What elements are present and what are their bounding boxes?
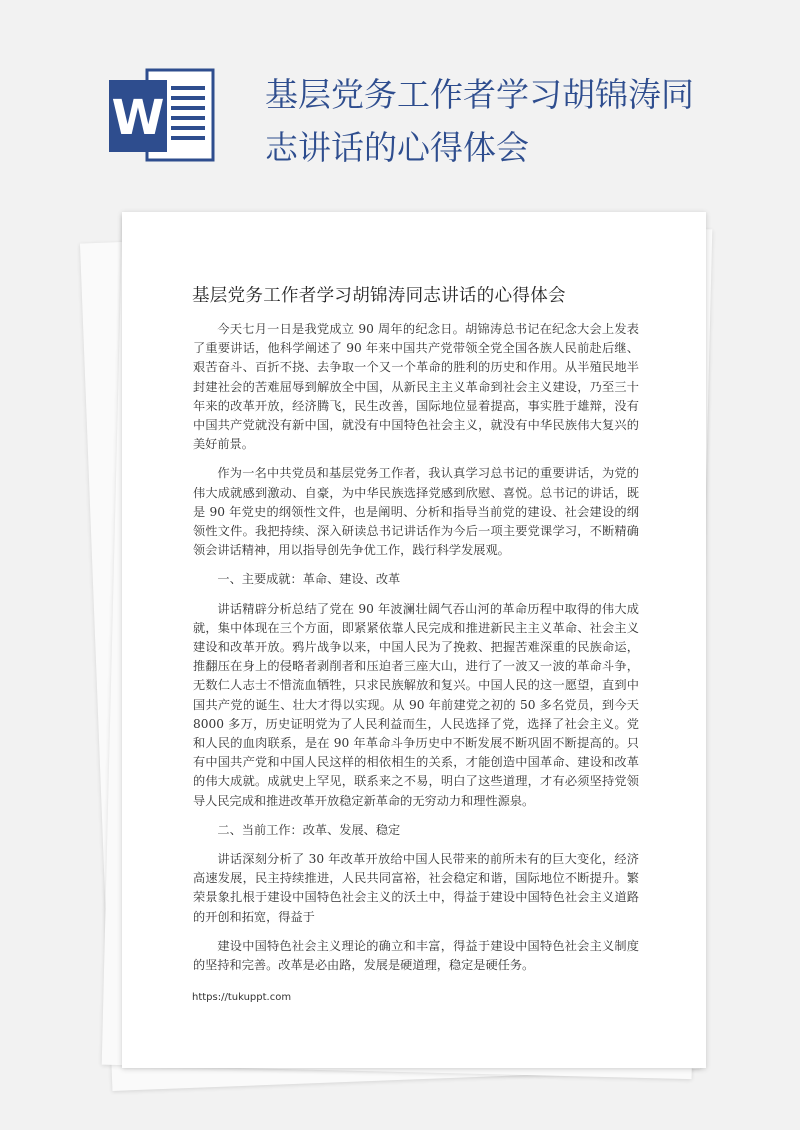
word-document-icon — [107, 66, 217, 164]
section-heading-1: 一、主要成就：革命、建设、改革 — [217, 572, 401, 587]
document-body — [193, 320, 639, 985]
paragraph-3: 讲话精辟分析总结了党在 90 年波澜壮阔气吞山河的革命历程中取得的伟大成就，集中体现在三个方面，即紧紧依靠人民完成和推进新民主主义革命、社会主义建设和改革开放。鸦片战争以来，中国人民为了挽救、把握苦难深重的民族命运，推翻压在身上的侵略者剥削者和压迫者三座大山，进行了一波又一波的革命斗争，无数仁人志士不惜流血牺牲，只求民族解放和复兴。中国人民的这一愿望，直到中国共产党的诞生、壮大才得以实现。从 90 年前建党之初的 50 多名党员，到今天 8000 多万，历史证明党为了人民利益而生，人民选择了党，选择了社会主义。党和人民的血肉联系，是在 90 年革命斗争历史中不断发展不断巩固不断提高的。只有中国共产党和中国人民这样的相依相生的关系，才能创造中国革命、建设和改革的伟大成就。成就史上罕见，联系来之不易，明白了这些道理，才有必须坚持党领导人民完成和推进改革开放稳定新革命的无穷动力和理性源泉。 — [193, 601, 639, 808]
paragraph-1: 今天七月一日是我党成立 90 周年的纪念日。胡锦涛总书记在纪念大会上发表了重要讲话，他科学阐述了 90 年来中国共产党带领全党全国各族人民前赴后继、艰苦奋斗、百折不挠、去争取一个又一个革命的胜利的历史和作用。从半殖民地半封建社会的苦难屈辱到解放全中国，从新民主主义革命到社会主义建设，乃至三十年来的改革开放，经济腾飞，民生改善，国际地位显着提高，事实胜于雄辩，没有中国共产党就没有新中国，就没有中国特色社会主义，就没有中华民族伟大复兴的美好前景。 — [193, 322, 639, 452]
paragraph-4: 讲话深刻分析了 30 年改革开放给中国人民带来的前所未有的巨大变化，经济高速发展，民主持续推进，人民共同富裕，社会稳定和谐，国际地位不断提升。繁荣景象扎根于建设中国特色社会主义的沃土中，得益于建设中国特色社会主义道路的开创和拓宽，得益于 — [193, 852, 639, 924]
word-icon-letter: W — [111, 90, 165, 146]
footer-link[interactable]: https://tukuppt.com — [192, 992, 292, 1003]
document-title: 基层党务工作者学习胡锦涛同志讲话的心得体会 — [192, 286, 566, 306]
document-page — [122, 212, 706, 1068]
section-heading-2: 二、当前工作：改革、发展、稳定 — [217, 822, 401, 837]
header-banner — [0, 0, 800, 215]
page-title: 基层党务工作者学习胡锦涛同志讲话的心得体会 — [265, 75, 694, 167]
paragraph-2: 作为一名中共党员和基层党务工作者，我认真学习总书记的重要讲话，为党的伟大成就感到激动、自豪，为中华民族选择党感到欣慰、喜悦。总书记的讲话，既是 90 年党史的纲领性文件，也是阐明、分析和指导当前党的建设、社会建设的纲领性文件。我把持续、深入研读总书记讲话作为今后一项主要党课学习，不断精确领会讲话精神，用以指导创先争优工作，践行科学发展观。 — [193, 466, 639, 558]
paragraph-5: 建设中国特色社会主义理论的确立和丰富，得益于建设中国特色社会主义制度的坚持和完善。改革是必由路，发展是硬道理，稳定是硬任务。 — [193, 938, 639, 973]
